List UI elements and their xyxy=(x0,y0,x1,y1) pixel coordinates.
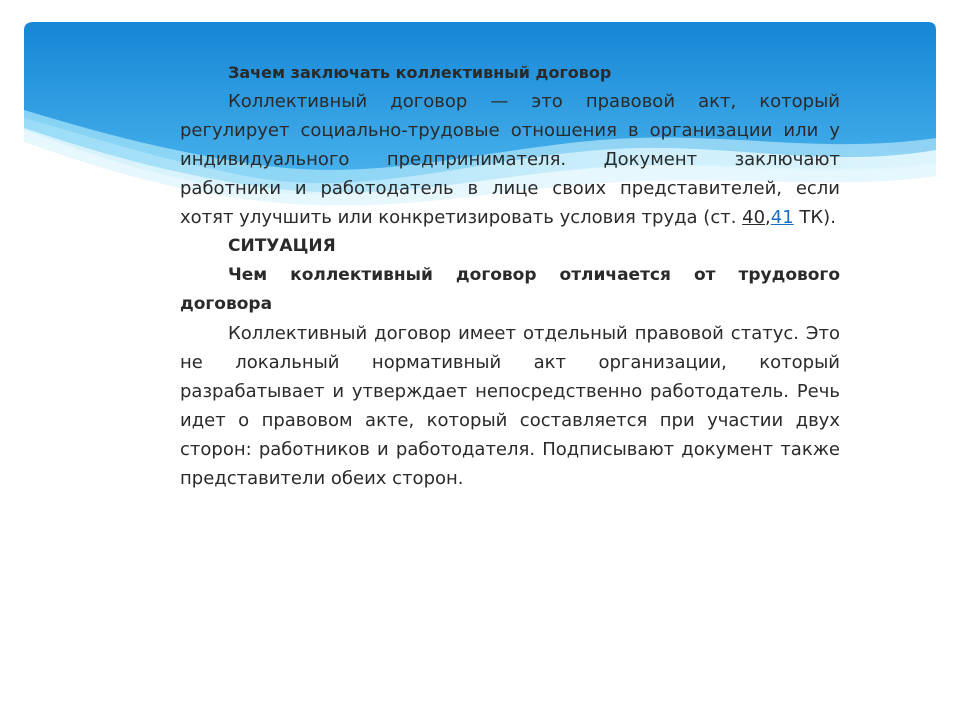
slide-text-body xyxy=(180,58,840,493)
paragraph-definition-end: ТК). xyxy=(793,207,836,228)
article-40-link[interactable]: 40 xyxy=(742,207,766,228)
link-separator: , xyxy=(765,207,771,228)
article-41-link[interactable]: 41 xyxy=(770,207,794,228)
situation-label: СИТУАЦИЯ xyxy=(228,236,336,256)
question-heading: Чем коллективный договор отличается от трудового договора xyxy=(180,265,840,314)
slide-heading: Зачем заключать коллективный договор xyxy=(228,63,612,82)
paragraph-definition-text: Коллективный договор — это правовой акт, который регулирует социально-трудовые отношения в организации или у индивидуального предпринимателя. Документ заключают работники и работодатель в лице своих представителей, если хотят улучшить или конкретизировать условия труда (ст. xyxy=(180,91,840,228)
paragraph-definition xyxy=(180,87,840,232)
paragraph-answer: Коллективный договор имеет отдельный правовой статус. Это не локальный нормативный акт организации, который разрабатывает и утверждает непосредственно работодатель. Речь идет о правовом акте, который составляется при участии двух сторон: работников и работодателя. Подписывают документ также представители обеих сторон. xyxy=(180,323,840,489)
